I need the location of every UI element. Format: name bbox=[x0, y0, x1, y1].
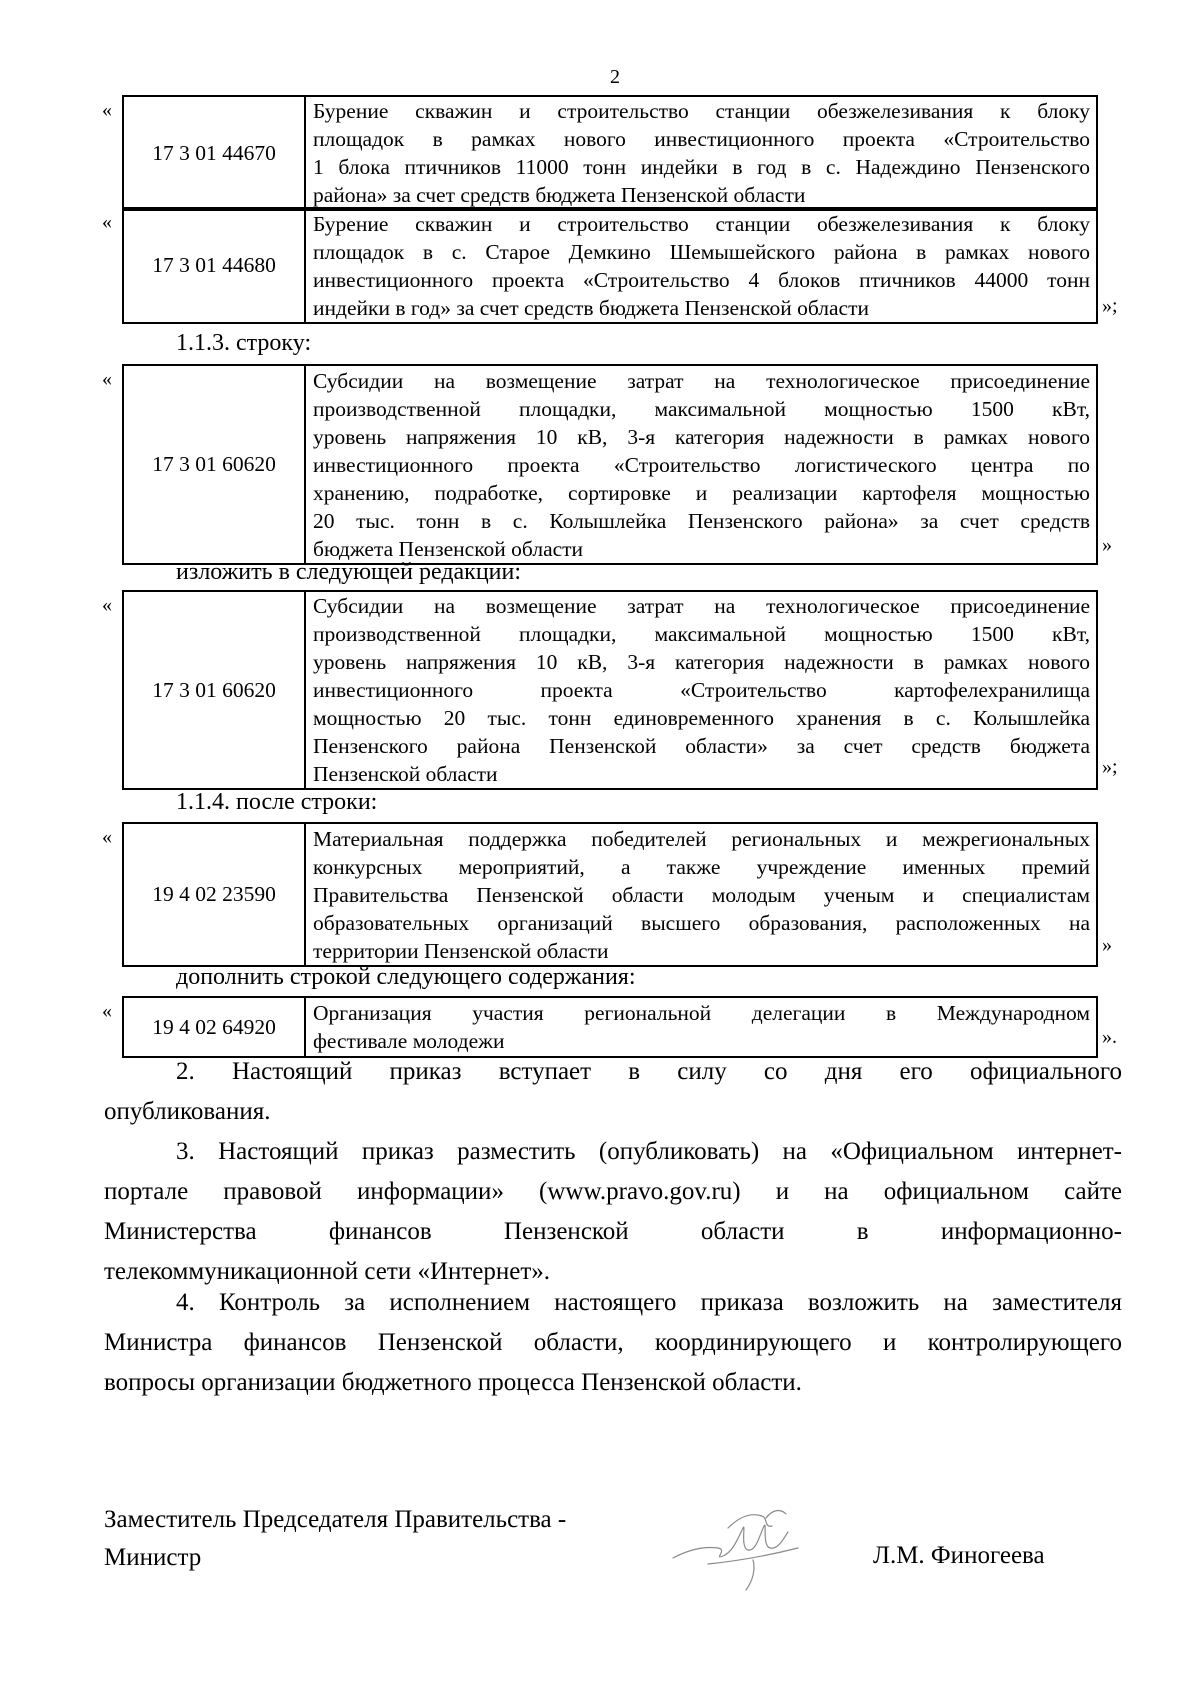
open-quote: « bbox=[102, 368, 112, 390]
signatory-position bbox=[104, 1501, 566, 1577]
budget-code: 17 3 01 44680 bbox=[123, 208, 305, 323]
subheading-add: дополнить строкой следующего содержания: bbox=[176, 964, 636, 990]
close-quote: »; bbox=[1102, 295, 1118, 317]
budget-description: Организация участия региональной делегации в Международном фестивале молодежи bbox=[305, 997, 1097, 1057]
subheading-1-1-3: 1.1.3. строку: bbox=[176, 330, 312, 356]
budget-code-table bbox=[122, 996, 1098, 1058]
close-quote: »; bbox=[1102, 756, 1118, 778]
page-number: 2 bbox=[610, 66, 620, 88]
budget-description: Материальная поддержка победителей региональных и межрегиональных конкурсных мероприятий, а также учреждение именных премий Правительства Пензенской области молодым ученым и специалистам образовательных организаций высшего образования, расположенных на территории Пензенской области bbox=[305, 823, 1097, 966]
open-quote: « bbox=[102, 211, 112, 233]
budget-code-table bbox=[122, 822, 1098, 967]
budget-code-table bbox=[122, 364, 1098, 565]
budget-code-table bbox=[122, 207, 1098, 324]
close-quote: ». bbox=[1102, 1026, 1117, 1048]
open-quote: « bbox=[102, 594, 112, 616]
budget-description: Бурение скважин и строительство станции обезжелезивания к блоку площадок в с. Старое Демкино Шемышейского района в рамках нового инвестиционного проекта «Строительство 4 блоков птичников 44000 тонн индейки в год» за счет средств бюджета Пензенской области bbox=[305, 208, 1097, 323]
budget-code: 17 3 01 60620 bbox=[123, 365, 305, 564]
budget-description: Субсидии на возмещение затрат на технологическое присоединение производственной площадки, максимальной мощностью 1500 кВт, уровень напряжения 10 кВ, 3-я категория надежности в рамках нового инвестиционного проекта «Строительство картофелехранилища мощностью 20 тыс. тонн единовременного хранения в с. Колышлейка Пензенского района Пензенской области» за счет средств бюджета Пензенской области bbox=[305, 591, 1097, 789]
budget-code: 17 3 01 60620 bbox=[123, 591, 305, 789]
budget-code: 19 4 02 23590 bbox=[123, 823, 305, 966]
signatory-position-line1: Заместитель Председателя Правительства - bbox=[104, 1506, 567, 1533]
subheading-replace: изложить в следующей редакции: bbox=[176, 559, 522, 585]
close-quote: » bbox=[1102, 934, 1112, 956]
close-quote: » bbox=[1102, 534, 1112, 556]
budget-code-table bbox=[122, 590, 1098, 790]
budget-code: 19 4 02 64920 bbox=[123, 997, 305, 1057]
signatory-name: Л.М. Финогеева bbox=[873, 1542, 1045, 1569]
open-quote: « bbox=[102, 1000, 112, 1022]
open-quote: « bbox=[102, 826, 112, 848]
subheading-1-1-4: 1.1.4. после строки: bbox=[176, 789, 378, 815]
handwritten-signature bbox=[668, 1498, 818, 1598]
budget-code: 17 3 01 44670 bbox=[123, 96, 305, 210]
budget-code-table bbox=[122, 95, 1098, 211]
paragraph-3: 3. Настоящий приказ разместить (опубликовать) на «Официальном интернет- портале правовой информации» (www.pravo.gov.ru) и на официальном сайте Министерства финансов Пензенской области в информационно- телекоммуникационной сети «Интернет». bbox=[104, 1138, 1122, 1285]
open-quote: « bbox=[102, 99, 112, 121]
signatory-position-line2: Министр bbox=[104, 1544, 202, 1571]
paragraph-2: 2. Настоящий приказ вступает в силу со дня его официального опубликования. bbox=[104, 1058, 1122, 1125]
paragraph-4: 4. Контроль за исполнением настоящего приказа возложить на заместителя Министра финансов Пензенской области, координирующего и контролирующего вопросы организации бюджетного процесса Пензенской области. bbox=[104, 1289, 1122, 1396]
budget-description: Субсидии на возмещение затрат на технологическое присоединение производственной площадки, максимальной мощностью 1500 кВт, уровень напряжения 10 кВ, 3-я категория надежности в рамках нового инвестиционного проекта «Строительство логистического центра по хранению, подработке, сортировке и реализации картофеля мощностью 20 тыс. тонн в с. Колышлейка Пензенского района» за счет средств бюджета Пензенской области bbox=[305, 365, 1097, 564]
budget-description: Бурение скважин и строительство станции обезжелезивания к блоку площадок в рамках нового инвестиционного проекта «Строительство 1 блока птичников 11000 тонн индейки в год в с. Надеждино Пензенского района» за счет средств бюджета Пензенской области bbox=[305, 96, 1097, 210]
